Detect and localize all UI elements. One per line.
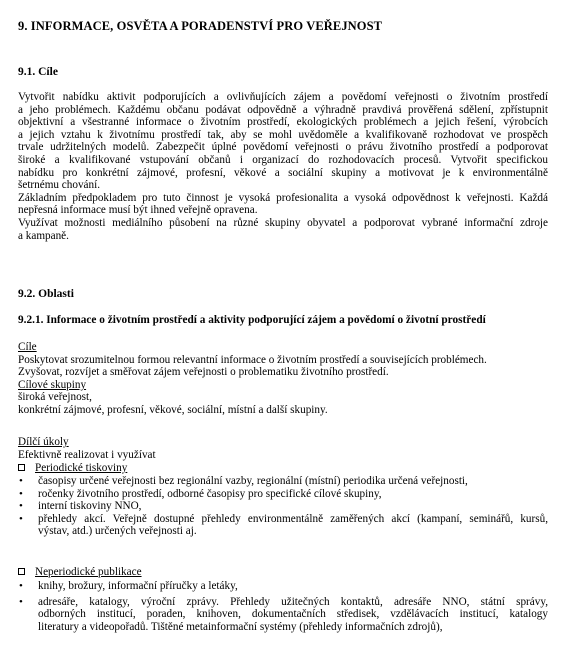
neperiodicke-heading <box>18 566 142 579</box>
section-91-paragraph-1 <box>18 91 548 242</box>
text-line: adresáře, katalogy, výroční zprávy. Přehledy užitečných kontaktů, adresáře NNO, státní správy, <box>38 595 548 608</box>
checkbox-square-icon <box>18 464 25 471</box>
checkbox-square-icon <box>18 568 25 575</box>
text-line: Poskytovat srozumitelnou formou relevantní informace o životním prostředí a souvisejících problémech. <box>18 353 487 366</box>
text-line: konkrétní zájmové, profesní, věkové, sociální, místní a další skupiny. <box>18 403 328 416</box>
ukoly-label: Dílčí úkoly <box>18 436 69 448</box>
ukoly-block <box>18 436 156 461</box>
text-line: časopisy určené veřejnosti bez regionální vazby, regionální (místní) periodika určená veřejnosti, <box>38 475 468 487</box>
cile-block <box>18 341 487 417</box>
periodicke-label: Periodické tiskoviny <box>35 462 128 474</box>
text-line: Vytvořit nabídku aktivit podporujících a ovlivňujících zájem a povědomí veřejnosti o životním prostředí <box>18 91 548 103</box>
list-item <box>18 513 548 538</box>
bullet-icon: • <box>19 500 23 513</box>
bullet-icon: • <box>19 475 23 487</box>
skupiny-label: Cílové skupiny <box>18 378 87 391</box>
subsection-921-title: 9.2.1. Informace o životním prostředí a aktivity podporující zájem a povědomí o životní prostředí <box>18 314 486 326</box>
list-item <box>18 488 548 501</box>
list-item <box>18 596 548 634</box>
text-line: odborných institucí, poraden, knihoven, dokumentačních středisek, vzdělávacích institucí, katalogy <box>38 608 548 621</box>
text-line: nabídku pro konkrétní zájmové, profesní, věkové a sociální skupiny a motivovat je k environmentálně <box>18 166 548 179</box>
list-item <box>18 475 548 488</box>
text-line: šetrnému chování. <box>18 179 101 192</box>
text-line: knihy, brožury, informační příručky a letáky, <box>38 580 238 592</box>
list-item <box>18 500 548 513</box>
cile-label: Cíle <box>18 341 37 353</box>
list-item <box>18 580 548 593</box>
text-line: Využívat možnosti mediálního působení na různé skupiny obyvatel a podporovat vybrané informační zdroje <box>18 216 548 229</box>
periodicke-heading <box>18 462 127 475</box>
periodicke-list <box>18 475 548 538</box>
text-line: široká veřejnost, <box>18 391 92 404</box>
bullet-icon: • <box>19 595 23 608</box>
text-line: výstav, atd.) určených veřejnosti aj. <box>38 525 197 538</box>
ukoly-intro: Efektivně realizovat i využívat <box>18 448 156 461</box>
bullet-icon: • <box>19 580 23 592</box>
text-line: a kampaně. <box>18 229 69 242</box>
text-line: ročenky životního prostředí, odborné časopisy pro specifické cílové skupiny, <box>38 487 382 500</box>
section-91-title: 9.1. Cíle <box>18 66 58 78</box>
text-line: Základním předpokladem pro tuto činnost je vysoká profesionalita a vysoká odpovědnost k veřejnosti. Každá <box>18 191 548 204</box>
text-line: nepřesná informace musí být ihned veřejně opravena. <box>18 204 258 217</box>
bullet-icon: • <box>19 487 23 500</box>
text-line: trvale udržitelných modelů. Zabezpečit úplné povědomí veřejnosti o právu životního prostředí a podporovat <box>18 141 548 154</box>
neperiodicke-list <box>18 580 548 633</box>
text-line: literatury a videopořadů. Tištěné metainformační systémy (přehledy informačních zdrojů), <box>38 620 443 633</box>
bullet-icon: • <box>19 512 23 525</box>
text-line: objektivní a všestranné informace o životním prostředí, ekologických problémech a jejich řešení, výrobcích <box>18 116 548 129</box>
text-line: Zvyšovat, rozvíjet a směřovat zájem veřejnosti o problematiku životního prostředí. <box>18 366 389 379</box>
text-line: interní tiskoviny NNO, <box>38 500 142 513</box>
text-line: přehledy akcí. Veřejně dostupné přehledy environmentálně zaměřených akcí (kampaní, seminářů, kursů, <box>38 512 548 525</box>
neperiodicke-label: Neperiodické publikace <box>35 566 142 578</box>
text-line: a jeho problémech. Každému občanu podávat odpovědně a výhradně pravdivá prověřená sdělení, zpřístupnit <box>18 103 548 116</box>
text-line: a jejich vztahu k životnímu prostředí tak, aby se mohl uvědoměle a kvalifikovaně rozhodovat ve prospěch <box>18 128 548 141</box>
text-line: široké a kvalifikované vstupování občanů i organizací do rozhodovacích procesů. Vytvořit specifickou <box>18 153 548 166</box>
section-92-title: 9.2. Oblasti <box>18 288 74 300</box>
chapter-heading: 9. INFORMACE, OSVĚTA A PORADENSTVÍ PRO VEŘEJNOST <box>18 19 383 33</box>
